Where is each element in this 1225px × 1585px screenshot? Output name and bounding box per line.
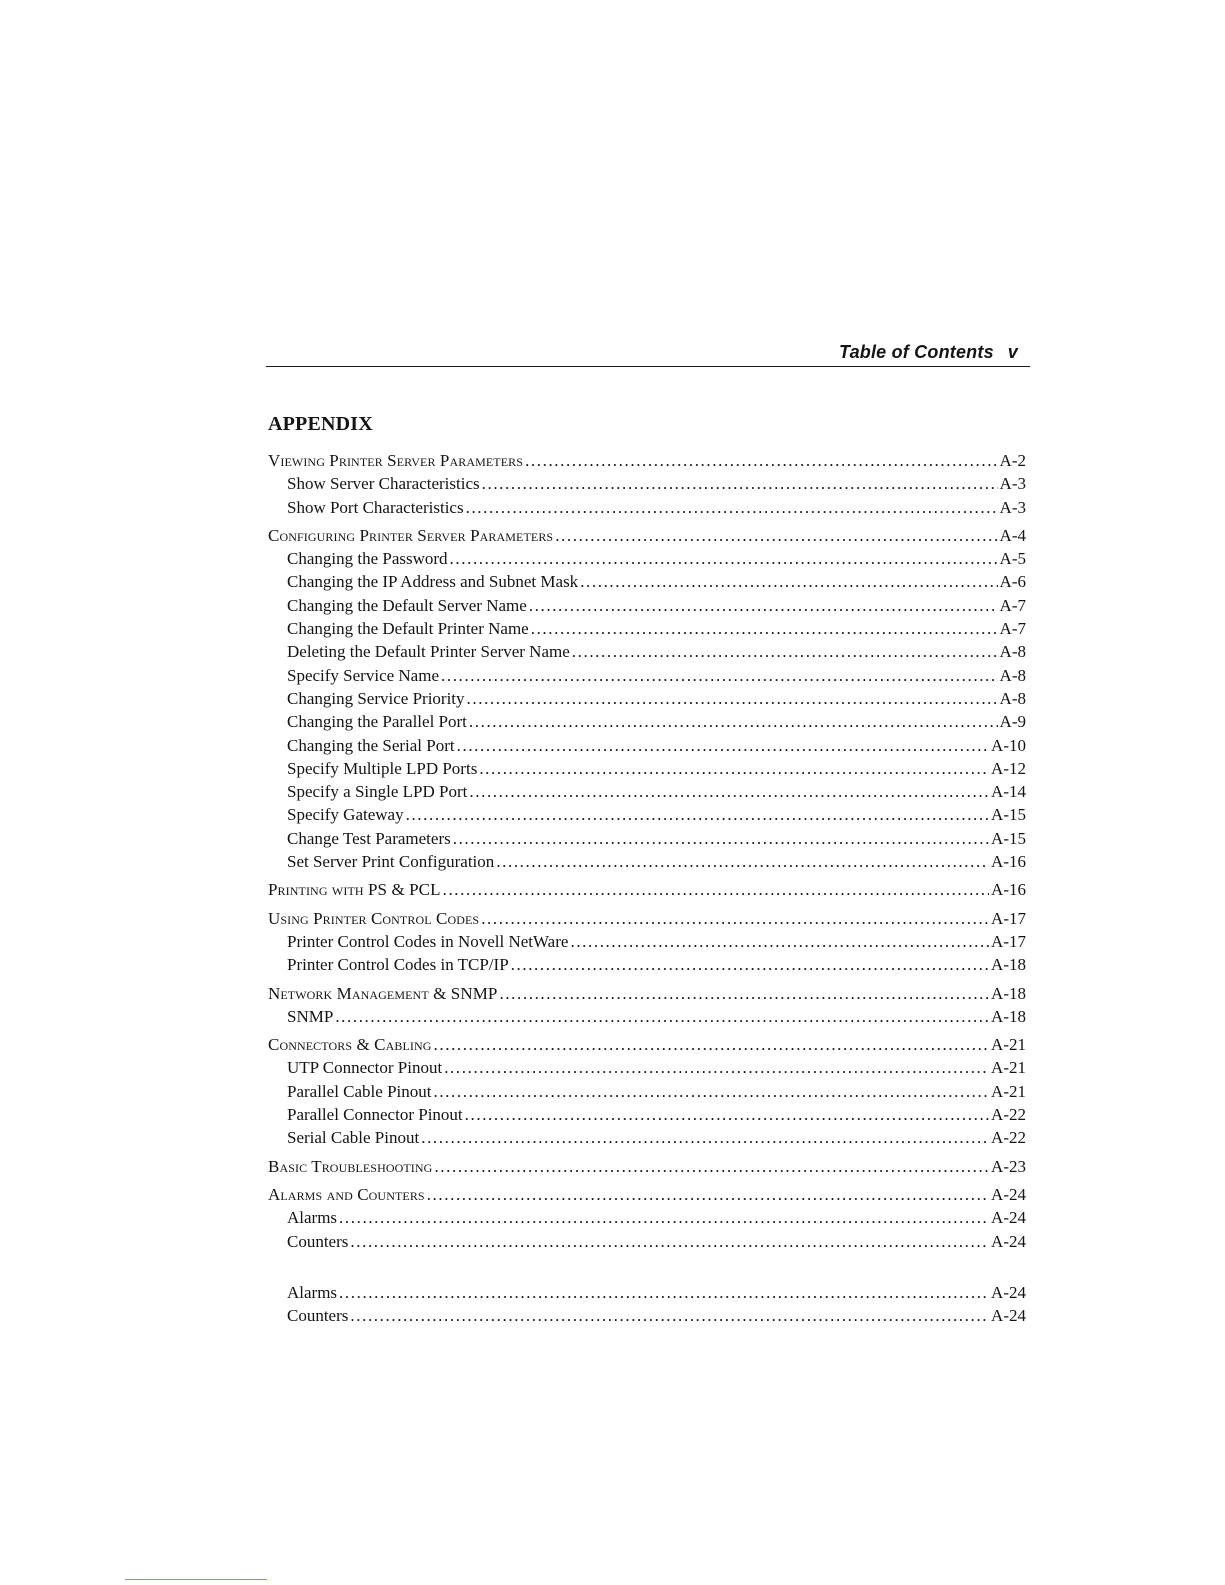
toc-entry-page: A-24 bbox=[991, 1184, 1026, 1204]
toc-entry-page: A-22 bbox=[991, 1128, 1026, 1148]
toc-entry bbox=[268, 710, 1026, 733]
dot-leader bbox=[450, 547, 998, 570]
dot-leader bbox=[465, 1103, 989, 1126]
toc-section-entry bbox=[268, 1155, 1026, 1178]
toc-entry bbox=[268, 1080, 1026, 1103]
dot-leader bbox=[482, 472, 998, 495]
toc-section-entry bbox=[268, 524, 1026, 547]
toc-entry-page: A-12 bbox=[991, 758, 1026, 778]
toc-section-entry bbox=[268, 982, 1026, 1005]
toc-entry-title: Printer Control Codes in TCP/IP bbox=[287, 955, 509, 975]
dot-leader bbox=[433, 1080, 989, 1103]
running-header bbox=[266, 340, 1030, 367]
toc-entry-page: A-2 bbox=[999, 451, 1026, 470]
toc-entry-title: Show Server Characteristics bbox=[287, 474, 480, 494]
dot-leader bbox=[350, 1230, 989, 1253]
toc-entry-page: A-21 bbox=[991, 1035, 1026, 1055]
toc-entry bbox=[268, 1206, 1026, 1229]
toc-entry-title: Parallel Cable Pinout bbox=[287, 1081, 432, 1101]
toc-section-entry bbox=[268, 1033, 1026, 1056]
toc-entry-title: Viewing Printer Server Parameters bbox=[268, 451, 524, 470]
toc-entry-page: A-9 bbox=[999, 712, 1026, 732]
toc-entry bbox=[268, 850, 1026, 873]
toc-entry-title: Specify Gateway bbox=[287, 805, 404, 825]
dot-leader bbox=[434, 1033, 990, 1056]
dot-leader bbox=[441, 664, 998, 687]
toc-entry bbox=[268, 594, 1026, 617]
toc-entry bbox=[268, 953, 1026, 976]
toc-entry bbox=[268, 1005, 1026, 1028]
toc-section-entry bbox=[268, 449, 1026, 472]
dot-leader bbox=[339, 1206, 989, 1229]
toc-entry-title: Alarms and Counters bbox=[268, 1184, 425, 1204]
toc-entry-page: A-18 bbox=[991, 983, 1026, 1003]
toc-entry-page: A-6 bbox=[999, 572, 1026, 592]
dot-leader bbox=[511, 953, 989, 976]
toc-entry-page: A-24 bbox=[991, 1231, 1026, 1251]
toc-entry-title: Set Server Print Configuration bbox=[287, 852, 495, 872]
toc-section-entry bbox=[268, 907, 1026, 930]
dot-leader bbox=[335, 1005, 989, 1028]
toc-entry-title: Parallel Connector Pinout bbox=[287, 1105, 463, 1125]
toc-entry-page: A-15 bbox=[991, 828, 1026, 848]
dot-leader bbox=[570, 930, 989, 953]
toc-entry-page: A-16 bbox=[991, 852, 1026, 872]
dot-leader bbox=[555, 524, 997, 547]
toc-entry bbox=[268, 1103, 1026, 1126]
toc-entry-title: Changing the IP Address and Subnet Mask bbox=[287, 572, 579, 592]
dot-leader bbox=[434, 1155, 989, 1178]
toc-entry bbox=[268, 930, 1026, 953]
toc-entry-title: Basic Troubleshooting bbox=[268, 1156, 433, 1176]
toc-entry-page: A-17 bbox=[991, 931, 1026, 951]
dot-leader bbox=[466, 496, 998, 519]
toc-entry-page: A-5 bbox=[999, 549, 1026, 569]
toc-entry bbox=[268, 827, 1026, 850]
toc-entry-page: A-24 bbox=[991, 1208, 1026, 1228]
toc-entry-page: A-7 bbox=[999, 619, 1026, 639]
toc-entry-title: Using Printer Control Codes bbox=[268, 908, 480, 928]
toc-entry-page: A-15 bbox=[991, 805, 1026, 825]
toc-entry bbox=[268, 472, 1026, 495]
toc-entry-title: Specify Service Name bbox=[287, 665, 439, 685]
toc-entry bbox=[268, 570, 1026, 593]
toc-entry-title: Printing with PS & PCL bbox=[268, 880, 441, 900]
toc-entry-page: A-22 bbox=[991, 1105, 1026, 1125]
toc-entry-title: Printer Control Codes in Novell NetWare bbox=[287, 931, 569, 951]
toc-entry bbox=[268, 1230, 1026, 1253]
toc-entry-page: A-7 bbox=[999, 595, 1026, 615]
toc-entry-title: Changing the Default Server Name bbox=[287, 595, 527, 615]
toc-entry-title: Serial Cable Pinout bbox=[287, 1128, 420, 1148]
dot-leader bbox=[427, 1183, 989, 1206]
toc-entry-title: Changing the Parallel Port bbox=[287, 712, 467, 732]
toc-entry-title: Changing Service Priority bbox=[287, 688, 465, 708]
toc-entry bbox=[268, 547, 1026, 570]
dot-leader bbox=[580, 570, 997, 593]
toc-entry-title: Connectors & Cabling bbox=[268, 1035, 432, 1055]
dot-leader bbox=[421, 1126, 989, 1149]
toc-entry-page: A-3 bbox=[999, 497, 1026, 517]
dot-leader bbox=[499, 982, 989, 1005]
dot-leader bbox=[453, 827, 989, 850]
toc-entry-title: Alarms bbox=[287, 1208, 338, 1228]
dot-leader bbox=[572, 640, 998, 663]
toc-entry-title: Changing the Password bbox=[287, 549, 448, 569]
dot-leader bbox=[339, 1281, 989, 1304]
dot-leader bbox=[529, 594, 998, 617]
toc-entry bbox=[268, 640, 1026, 663]
toc-entry-title: Configuring Printer Server Parameters bbox=[268, 525, 554, 545]
toc-entry bbox=[268, 664, 1026, 687]
toc-entry-page: A-23 bbox=[991, 1156, 1026, 1176]
dot-leader bbox=[443, 878, 989, 901]
toc-entry-page: A-4 bbox=[999, 525, 1026, 545]
toc-entry-title: Specify Multiple LPD Ports bbox=[287, 758, 478, 778]
toc-entry-page: A-21 bbox=[991, 1058, 1026, 1078]
toc-entry-page: A-10 bbox=[991, 735, 1026, 755]
toc-entry bbox=[268, 803, 1026, 826]
toc-entry-title: Specify a Single LPD Port bbox=[287, 782, 468, 802]
toc-entry bbox=[268, 1304, 1026, 1327]
toc-entry-title: Alarms bbox=[287, 1282, 338, 1302]
toc-entry-page: A-17 bbox=[991, 908, 1026, 928]
toc-entry-page: A-18 bbox=[991, 1006, 1026, 1026]
toc-entry-page: A-18 bbox=[991, 955, 1026, 975]
toc-entry-page: A-14 bbox=[991, 782, 1026, 802]
dot-leader bbox=[406, 803, 989, 826]
toc-entry-page: A-16 bbox=[991, 880, 1026, 900]
toc-entry-title: Network Management & SNMP bbox=[268, 983, 498, 1003]
dot-leader bbox=[496, 850, 989, 873]
toc-entry-title: SNMP bbox=[287, 1006, 334, 1026]
dot-leader bbox=[469, 710, 998, 733]
scan-edge-line bbox=[125, 1579, 267, 1580]
dot-leader bbox=[531, 617, 998, 640]
dot-leader bbox=[479, 757, 989, 780]
dot-leader bbox=[469, 780, 989, 803]
dot-leader bbox=[444, 1056, 989, 1079]
header-section-title: Table of Contents bbox=[839, 342, 994, 362]
toc-entry-page: A-8 bbox=[999, 642, 1026, 662]
toc-entry bbox=[268, 1056, 1026, 1079]
toc-entry-title: Counters bbox=[287, 1306, 349, 1326]
toc-entry bbox=[268, 617, 1026, 640]
dot-leader bbox=[350, 1304, 989, 1327]
toc-entry bbox=[268, 734, 1026, 757]
toc-entry bbox=[268, 1281, 1026, 1304]
toc-entry bbox=[268, 687, 1026, 710]
toc-entry-title: Changing the Serial Port bbox=[287, 735, 455, 755]
toc-entry-page: A-3 bbox=[999, 474, 1026, 494]
toc-section-entry bbox=[268, 1183, 1026, 1206]
dot-leader bbox=[467, 687, 998, 710]
toc-entry bbox=[268, 780, 1026, 803]
toc-entry-page: A-21 bbox=[991, 1081, 1026, 1101]
toc-entry-page: A-8 bbox=[999, 665, 1026, 685]
toc-entry-title: Changing the Default Printer Name bbox=[287, 619, 529, 639]
toc-entry-title: Counters bbox=[287, 1231, 349, 1251]
toc-section-entry bbox=[268, 878, 1026, 901]
toc-entry-title: UTP Connector Pinout bbox=[287, 1058, 443, 1078]
dot-leader bbox=[457, 734, 989, 757]
header-page-number: v bbox=[1007, 342, 1018, 362]
toc-entry bbox=[268, 1126, 1026, 1149]
toc-entry-page: A-8 bbox=[999, 688, 1026, 708]
toc-entry-page: A-24 bbox=[991, 1306, 1026, 1326]
running-header-text bbox=[839, 342, 1018, 363]
appendix-heading: APPENDIX bbox=[268, 413, 373, 435]
dot-leader bbox=[525, 449, 997, 472]
toc-entry-title: Change Test Parameters bbox=[287, 828, 451, 848]
toc-entry bbox=[268, 757, 1026, 780]
toc-entry-title: Deleting the Default Printer Server Name bbox=[287, 642, 570, 662]
toc-entry bbox=[268, 496, 1026, 519]
toc-entry-title: Show Port Characteristics bbox=[287, 497, 464, 517]
table-of-contents bbox=[268, 449, 1026, 1327]
dot-leader bbox=[481, 907, 989, 930]
toc-entry-page: A-24 bbox=[991, 1282, 1026, 1302]
